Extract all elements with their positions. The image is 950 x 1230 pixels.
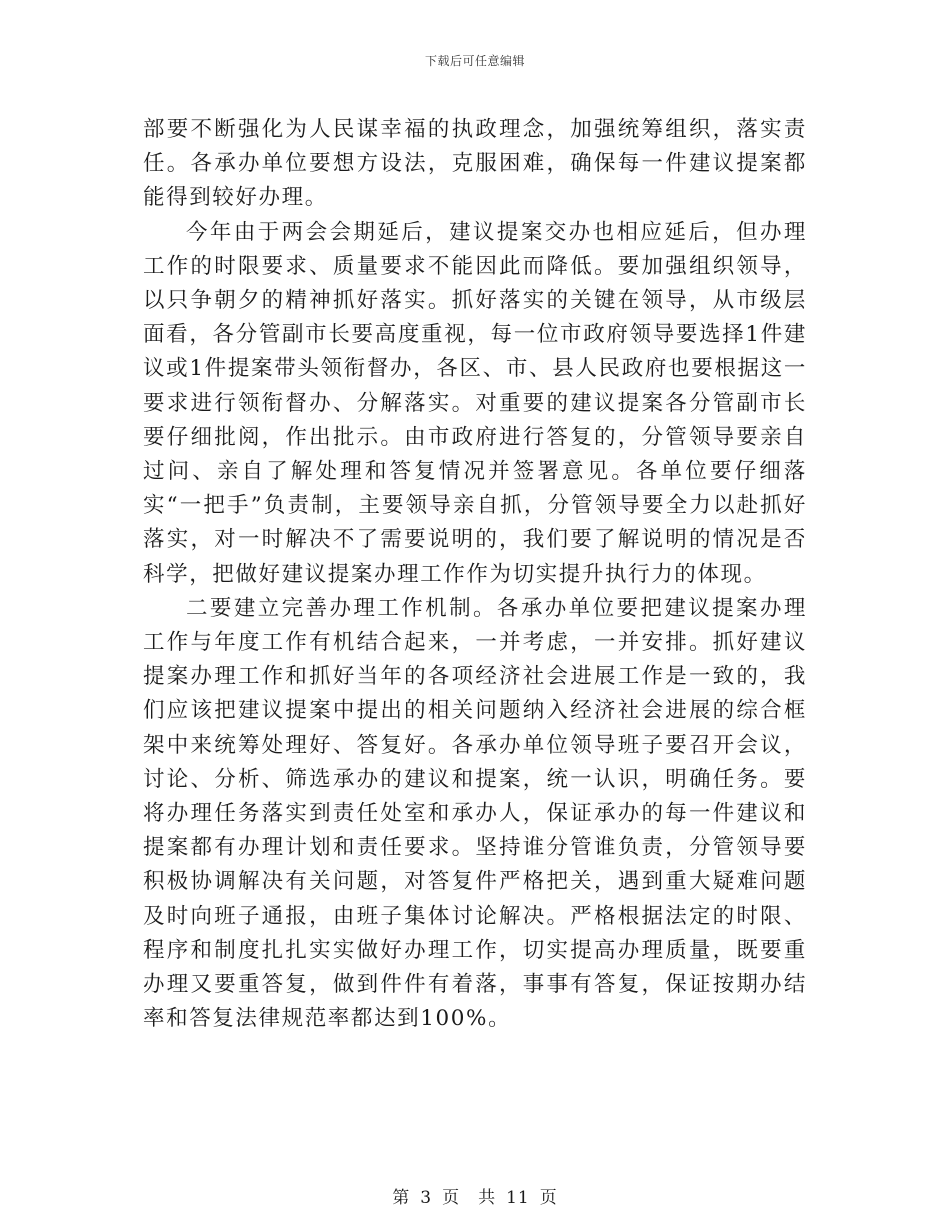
current-page-number: 3 xyxy=(420,1188,433,1208)
document-body xyxy=(143,113,807,1036)
footer-middle: 页 共 xyxy=(442,1188,497,1208)
page-header-note: 下载后可任意编辑 xyxy=(424,54,525,68)
paragraph-1: 部要不断强化为人民谋幸福的执政理念，加强统筹组织，落实责任。各承办单位要想方设法，克服困难，确保每一件建议提案都能得到较好办理。 xyxy=(143,117,807,211)
paragraph-2: 今年由于两会会期延后，建议提案交办也相应延后，但办理工作的时限要求、质量要求不能因此而降低。要加强组织领导，以只争朝夕的精神抓好落实。抓好落实的关键在领导，从市级层面看，各分管副市长要高度重视，每一位市政府领导要选择1件建议或1件提案带头领衔督办，各区、市、县人民政府也要根据这一要求进行领衔督办、分解落实。对重要的建议提案各分管副市长要仔细批阅，作出批示。由市政府进行答复的，分管领导要亲自过问、亲自了解处理和答复情况并签署意见。各单位要仔细落实“一把手”负责制，主要领导亲自抓，分管领导要全力以赴抓好落实，对一时解决不了需要说明的，我们要了解说明的情况是否科学，把做好建议提案办理工作作为切实提升执行力的体现。 xyxy=(143,219,807,587)
page-footer xyxy=(0,1183,950,1208)
footer-suffix: 页 xyxy=(539,1188,558,1208)
paragraph-3: 二要建立完善办理工作机制。各承办单位要把建议提案办理工作与年度工作有机结合起来，一并考虑，一并安排。抓好建议提案办理工作和抓好当年的各项经济社会进展工作是一致的，我们应该把建议提案中提出的相关问题纳入经济社会进展的综合框架中来统筹处理好、答复好。各承办单位领导班子要召开会议，讨论、分析、筛选承办的建议和提案，统一认识，明确任务。要将办理任务落实到责任处室和承办人，保证承办的每一件建议和提案都有办理计划和责任要求。坚持谁分管谁负责，分管领导要积极协调解决有关问题，对答复件严格把关，遇到重大疑难问题及时向班子通报，由班子集体讨论解决。严格根据法定的时限、程序和制度扎扎实实做好办理工作，切实提高办理质量，既要重办理又要重答复，做到件件有着落，事事有答复，保证按期办结率和答复法律规范率都达到100%。 xyxy=(143,595,807,1032)
footer-prefix: 第 xyxy=(392,1188,411,1208)
total-pages-number: 11 xyxy=(506,1188,530,1208)
